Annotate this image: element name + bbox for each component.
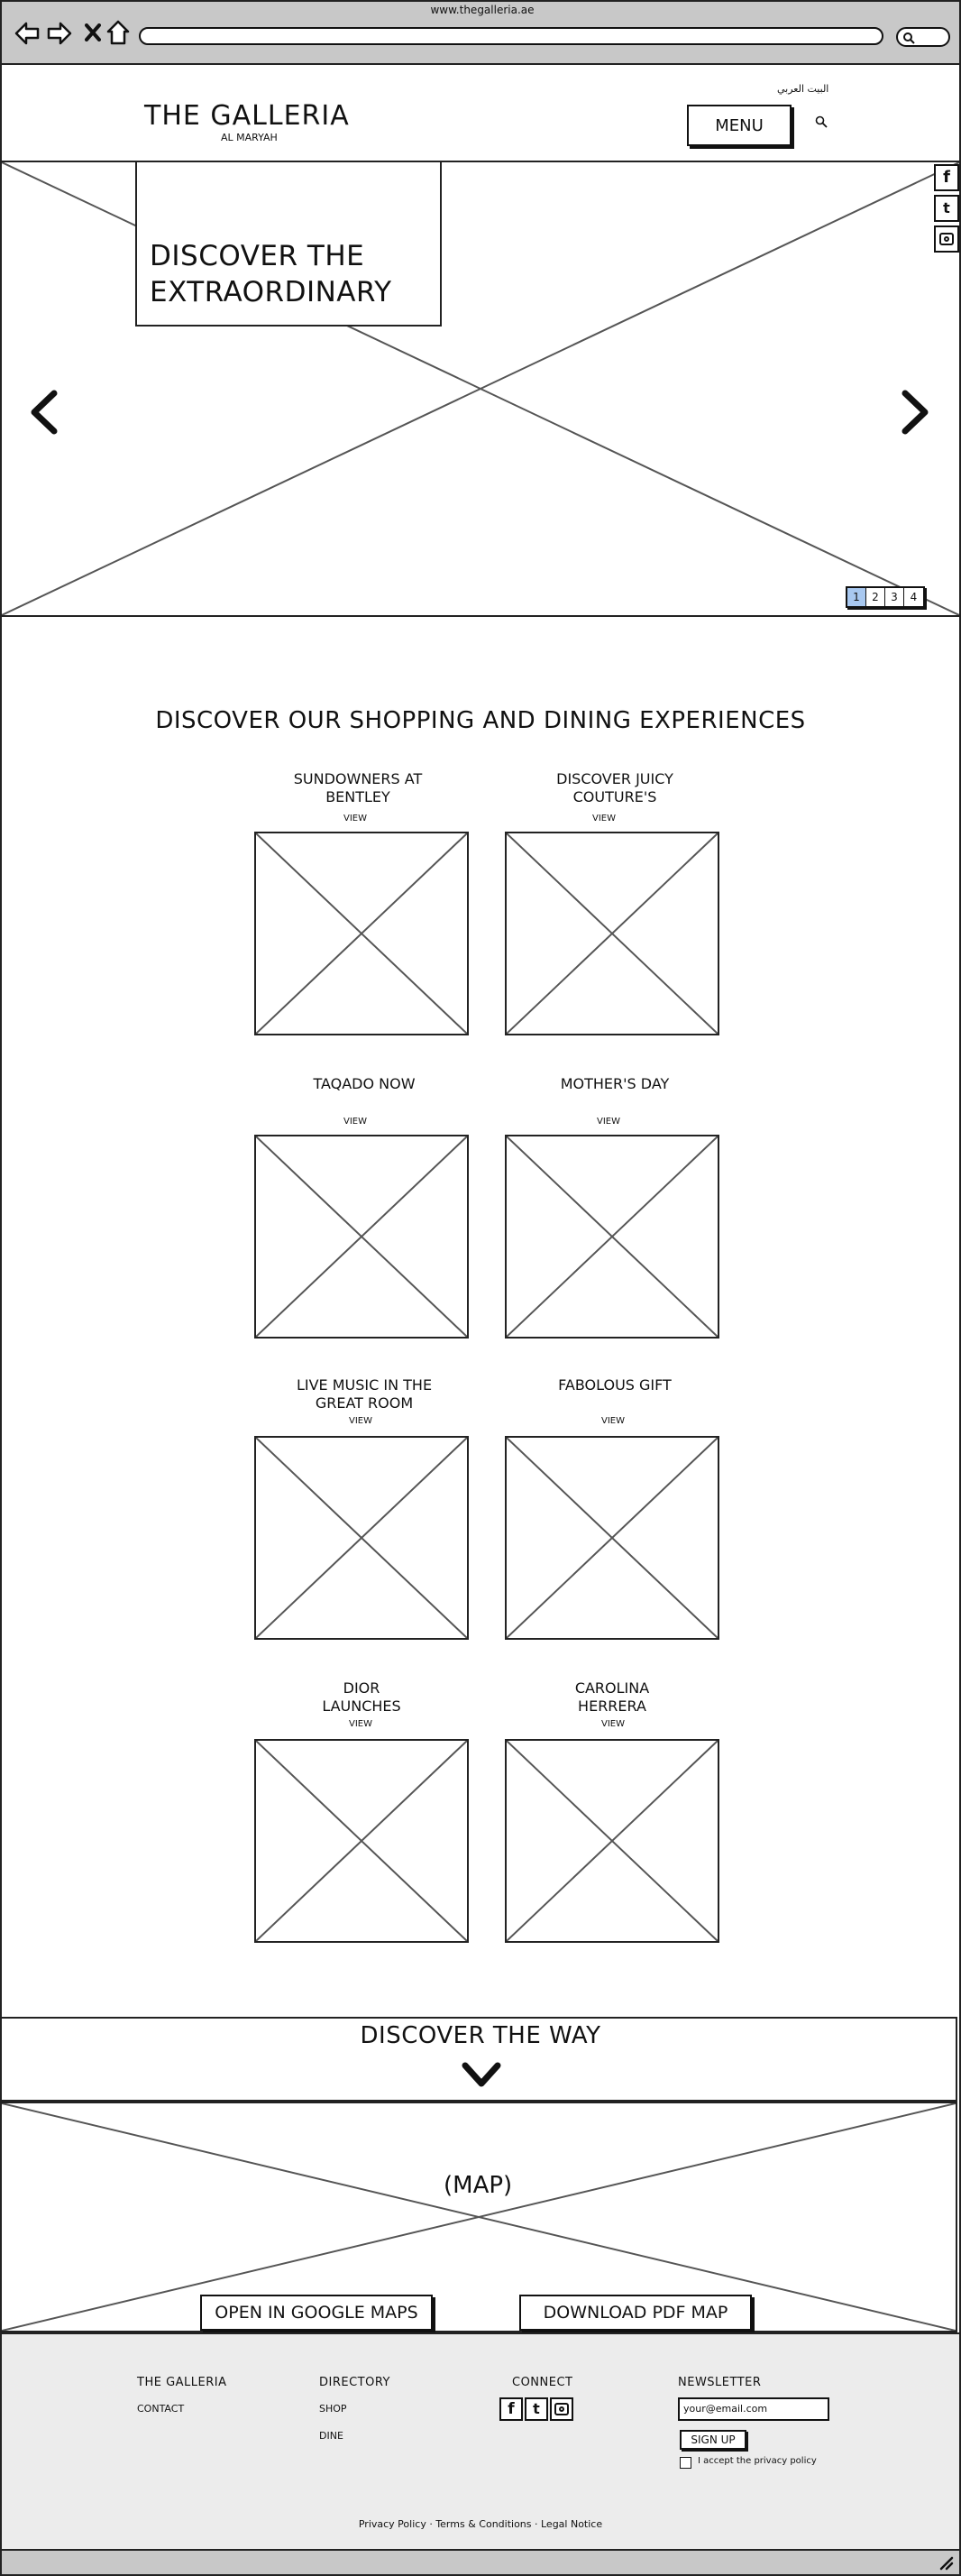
card-title: TAQADO NOW	[313, 1075, 416, 1092]
card-image[interactable]	[505, 1436, 719, 1640]
discover-way-heading: DISCOVER THE WAY	[360, 2022, 601, 2049]
page-3-button[interactable]: 3	[885, 588, 904, 606]
chevron-left-icon[interactable]	[25, 390, 61, 435]
footer-connect-title: CONNECT	[512, 2376, 573, 2389]
card-title: FABOLOUS GIFT	[558, 1376, 672, 1394]
header	[0, 65, 961, 161]
view-link[interactable]: VIEW	[601, 1416, 625, 1426]
page-1-button[interactable]: 1	[847, 588, 866, 606]
card-title: SUNDOWNERS AT BENTLEY	[293, 770, 423, 805]
card-title: CAROLINA HERRERA	[574, 1679, 650, 1715]
back-icon[interactable]	[14, 22, 40, 45]
view-link[interactable]: VIEW	[349, 1416, 372, 1426]
view-link[interactable]: VIEW	[343, 814, 367, 823]
image-placeholder-icon	[256, 1741, 467, 1941]
privacy-checkbox-label: I accept the privacy policy	[698, 2456, 817, 2466]
hero-pagination	[846, 586, 925, 608]
browser-search-field[interactable]	[896, 27, 950, 47]
language-link[interactable]: البيت العربي	[777, 83, 829, 95]
map-label: (MAP)	[440, 2172, 516, 2199]
footer-newsletter-title: NEWSLETTER	[678, 2376, 762, 2389]
home-icon[interactable]	[106, 20, 130, 45]
footer	[0, 2332, 961, 2549]
signup-button[interactable]: SIGN UP	[680, 2430, 746, 2450]
page-2-button[interactable]: 2	[866, 588, 885, 606]
card-image[interactable]	[505, 832, 719, 1035]
image-placeholder-icon	[507, 1741, 718, 1941]
logo-subtitle: AL MARYAH	[221, 132, 278, 143]
experiences-heading: DISCOVER OUR SHOPPING AND DINING EXPERIENCES	[155, 707, 806, 734]
twitter-icon[interactable]: t	[934, 195, 959, 222]
image-placeholder-icon	[256, 1438, 467, 1638]
search-icon	[902, 32, 915, 44]
card-image[interactable]	[254, 1436, 469, 1640]
card-title: MOTHER'S DAY	[560, 1075, 670, 1092]
browser-chrome	[0, 0, 961, 65]
view-link[interactable]: VIEW	[597, 1117, 620, 1127]
instagram-icon[interactable]	[934, 225, 959, 253]
image-placeholder-icon	[256, 1136, 467, 1337]
footer-galleria-title: THE GALLERIA	[137, 2376, 227, 2389]
image-placeholder-icon	[2, 2103, 956, 2331]
card-title: LIVE MUSIC IN THE GREAT ROOM	[296, 1376, 433, 1412]
twitter-icon[interactable]: t	[525, 2397, 548, 2421]
resize-grip-icon[interactable]	[938, 2556, 954, 2571]
view-link[interactable]: VIEW	[592, 814, 616, 823]
url-text: www.thegalleria.ae	[430, 4, 535, 16]
close-icon[interactable]	[85, 23, 101, 41]
footer-contact-link[interactable]: CONTACT	[137, 2403, 185, 2415]
facebook-icon[interactable]: f	[499, 2397, 523, 2421]
privacy-checkbox[interactable]	[680, 2457, 691, 2469]
page-4-button[interactable]: 4	[910, 591, 918, 603]
social-side-tabs	[934, 164, 959, 253]
footer-social-icons	[499, 2397, 573, 2421]
download-pdf-map-button[interactable]: DOWNLOAD PDF MAP	[519, 2295, 752, 2331]
card-image[interactable]	[254, 832, 469, 1035]
newsletter-email-input[interactable]: your@email.com	[678, 2397, 829, 2421]
hero-headline: DISCOVER THE EXTRAORDINARY	[150, 240, 392, 308]
card-image[interactable]	[505, 1135, 719, 1339]
facebook-icon[interactable]: f	[934, 164, 959, 191]
card-title: DISCOVER JUICY COUTURE'S	[556, 770, 673, 805]
view-link[interactable]: VIEW	[349, 1719, 372, 1729]
chevron-right-icon[interactable]	[898, 390, 934, 435]
image-placeholder-icon	[507, 1438, 718, 1638]
footer-shop-link[interactable]: SHOP	[319, 2403, 347, 2415]
open-google-maps-button[interactable]: OPEN IN GOOGLE MAPS	[200, 2295, 433, 2331]
footer-dine-link[interactable]: DINE	[319, 2430, 343, 2442]
instagram-icon[interactable]	[550, 2397, 573, 2421]
map-image[interactable]	[0, 2102, 957, 2332]
menu-button[interactable]: MENU	[687, 105, 792, 146]
image-placeholder-icon	[507, 833, 718, 1034]
card-image[interactable]	[505, 1739, 719, 1943]
view-link[interactable]: VIEW	[601, 1719, 625, 1729]
hero-headline-box	[135, 161, 442, 327]
chevron-down-icon[interactable]	[462, 2060, 501, 2089]
legal-links[interactable]: Privacy Policy · Terms & Conditions · Legal Notice	[358, 2518, 603, 2530]
address-bar[interactable]	[139, 27, 883, 45]
image-placeholder-icon	[507, 1136, 718, 1337]
status-bar	[0, 2549, 961, 2576]
search-icon[interactable]	[815, 115, 828, 128]
card-image[interactable]	[254, 1135, 469, 1339]
footer-directory-title: DIRECTORY	[319, 2376, 390, 2389]
forward-icon[interactable]	[47, 22, 72, 45]
discover-way-bar[interactable]	[0, 2017, 957, 2102]
image-placeholder-icon	[256, 833, 467, 1034]
view-link[interactable]: VIEW	[343, 1117, 367, 1127]
logo[interactable]	[144, 101, 361, 144]
card-image[interactable]	[254, 1739, 469, 1943]
logo-title: THE GALLERIA	[144, 100, 350, 132]
card-title: DIOR LAUNCHES	[322, 1679, 401, 1715]
